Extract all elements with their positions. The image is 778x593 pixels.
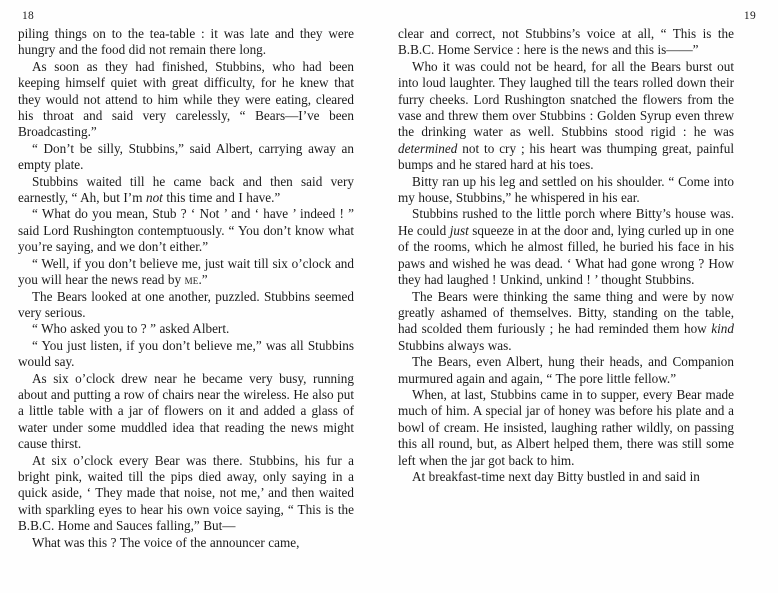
body-text: not to cry ; his heart was thumping great, painful bumps and he stared hard at his toes. bbox=[398, 140, 734, 173]
folio-row bbox=[18, 10, 760, 26]
page-number-left: 18 bbox=[22, 10, 35, 22]
right-page-text-column bbox=[398, 26, 734, 485]
small-caps-text: me bbox=[184, 273, 199, 288]
body-text: At breakfast-time next day Bitty bustled in and said in bbox=[412, 468, 700, 484]
body-text: Stubbins waited till he came back and then said very earnestly, “ Ah, but I’m bbox=[18, 173, 354, 206]
body-text: .” bbox=[198, 272, 208, 288]
body-text: The Bears, even Albert, hung their heads, and Companion murmured again and again, “ The pore little fellow.” bbox=[398, 354, 734, 386]
right-column-paragraph bbox=[398, 387, 734, 469]
left-column-paragraph bbox=[18, 141, 354, 174]
body-text: “ Well, if you don’t believe me, just wait till six o’clock and you will hear the news read by bbox=[18, 255, 354, 288]
body-text: “ What do you mean, Stub ? ‘ Not ’ and ‘ have ’ indeed ! ” said Lord Rushington contemptuously. “ You don’t know what you’re saying, and we don’t either.” bbox=[18, 206, 354, 255]
left-column-paragraph bbox=[18, 371, 354, 453]
body-text: As six o’clock drew near he became very busy, running about and putting a row of chairs near the wireless. He also put a little table with a jar of flowers on it and added a glass of water under some muddled idea that reading the news might cause thirst. bbox=[18, 370, 354, 452]
left-column-paragraph bbox=[18, 321, 354, 337]
emphasis-text: not bbox=[145, 190, 163, 206]
body-text: The Bears were thinking the same thing and were by now greatly ashamed of themselves. Bitty, standing on the table, had scolded them furiously ; he had reminded them how bbox=[398, 288, 734, 337]
body-text: When, at last, Stubbins came in to supper, every Bear made much of him. A special jar of honey was before his plate and a bowl of cream. He insisted, laughing rather wildly, on passing this all round, but, as Albert helped them, there was still some left when the jar got back to him. bbox=[398, 386, 734, 468]
body-text: this time and I have.” bbox=[162, 190, 281, 206]
body-text: “ Who asked you to ? ” asked Albert. bbox=[32, 321, 230, 337]
right-column-paragraph bbox=[398, 354, 734, 387]
body-text: Stubbins rushed to the little porch where Bitty’s house was. He could bbox=[398, 206, 734, 238]
body-text: Who it was could not be heard, for all the Bears burst out into loud laughter. They laughed till the tears rolled down their furry cheeks. Lord Rushington snatched the flowers from the vase and threw them over Stubbins : Golden Syrup even threw the drinking water as well. Stubbins stood rigid : he was bbox=[398, 58, 734, 140]
body-text: “ Don’t be silly, Stubbins,” said Albert, carrying away an empty plate. bbox=[18, 140, 354, 173]
left-column-paragraph bbox=[18, 26, 354, 59]
body-text: The Bears looked at one another, puzzled. Stubbins seemed very serious. bbox=[18, 288, 354, 320]
right-column-paragraph bbox=[398, 289, 734, 355]
left-column-paragraph bbox=[18, 289, 354, 322]
left-column-paragraph bbox=[18, 338, 354, 371]
body-text: As soon as they had finished, Stubbins, who had been keeping himself quiet with great difficulty, for he knew that they would not attend to him while they were eating, cleared his throat and said very carelessly, “ Bears—I’ve been Broadcasting.” bbox=[18, 58, 354, 140]
emphasis-text: kind bbox=[711, 321, 734, 337]
text-columns bbox=[18, 26, 760, 551]
left-column-paragraph bbox=[18, 535, 354, 551]
body-text: What was this ? The voice of the announcer came, bbox=[32, 534, 300, 550]
emphasis-text: just bbox=[449, 222, 469, 238]
left-column-paragraph bbox=[18, 206, 354, 255]
body-text: piling things on to the tea-table : it was late and they were hungry and the food did not remain there long. bbox=[18, 26, 354, 58]
body-text: Stubbins always was. bbox=[398, 337, 512, 353]
emphasis-text: determined bbox=[398, 140, 458, 156]
left-column-paragraph bbox=[18, 59, 354, 141]
left-column-paragraph bbox=[18, 174, 354, 207]
body-text: “ You just listen, if you don’t believe me,” was all Stubbins would say. bbox=[18, 337, 354, 370]
right-column-paragraph bbox=[398, 174, 734, 207]
body-text: Bitty ran up his leg and settled on his shoulder. “ Come into my house, Stubbins,” he whispered in his ear. bbox=[398, 173, 734, 206]
right-column-paragraph bbox=[398, 206, 734, 288]
right-column-paragraph bbox=[398, 469, 734, 485]
left-column-paragraph bbox=[18, 256, 354, 289]
right-column-paragraph bbox=[398, 59, 734, 174]
left-column-paragraph bbox=[18, 453, 354, 535]
right-column-paragraph bbox=[398, 26, 734, 59]
body-text: clear and correct, not Stubbins’s voice at all, “ This is the B.B.C. Home Service : here is the news and this is——” bbox=[398, 26, 734, 58]
body-text: At six o’clock every Bear was there. Stubbins, his fur a bright pink, waited till the pips died away, only saying in a quick aside, ‘ They made that noise, not me,’ and then waited with sparkling eyes to hear his own voice saying, “ This is the B.B.C. Home and Sauces falling,” But— bbox=[18, 452, 354, 534]
body-text: squeeze in at the door and, lying curled up in one of the rooms, which he almost filled, he buried his face in his paws and wished he was dead. ‘ What had gone wrong ? How they had laughed ! Unkind, unkind ! ’ thought Stubbins. bbox=[398, 222, 735, 288]
page-number-right: 19 bbox=[743, 10, 756, 22]
left-page-text-column bbox=[18, 26, 354, 551]
